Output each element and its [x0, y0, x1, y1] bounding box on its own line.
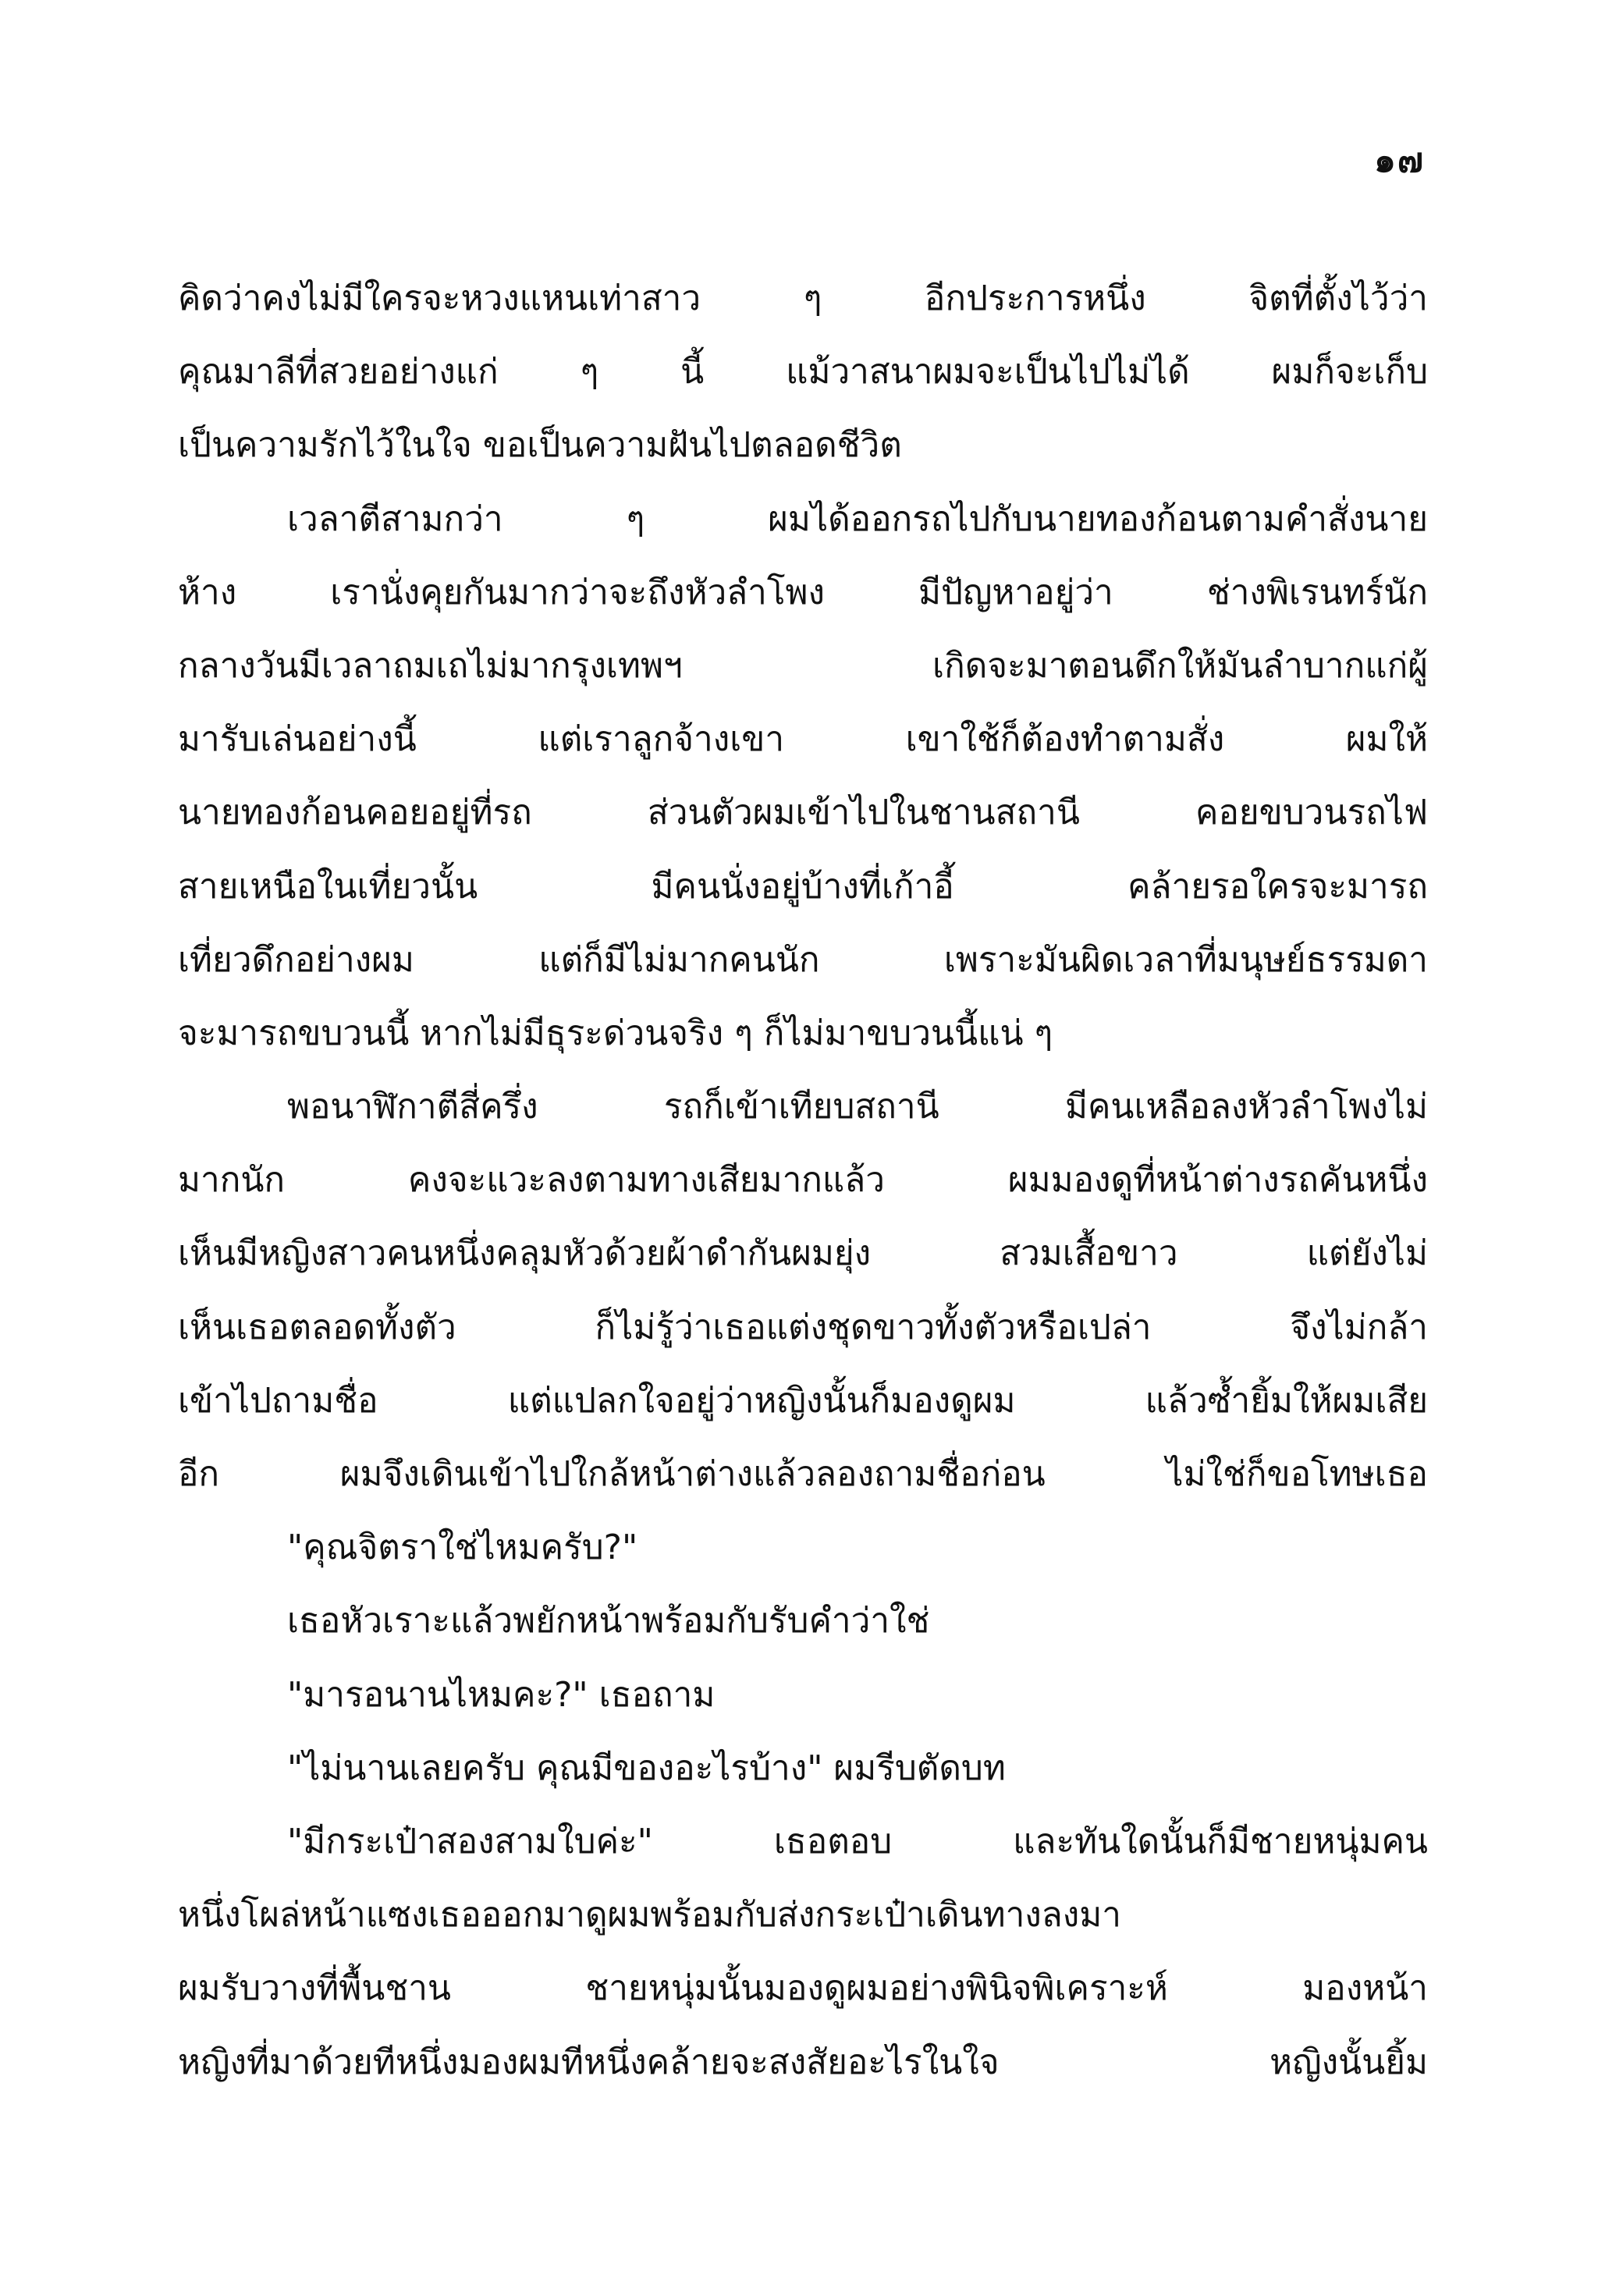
- text-line: "มีกระเป๋าสองสามใบค่ะ" เธอตอบ และทันใดนั้นก็มีชายหนุ่มคน: [287, 1821, 1428, 1861]
- text-line: หนึ่งโผล่หน้าแซงเธอออกมาดูผมพร้อมกับส่งกระเป๋าเดินทางลงมา: [178, 1895, 1121, 1936]
- text-line: กลางวันมีเวลาถมเถไม่มากรุงเทพฯ เกิดจะมาตอนดึกให้มันลำบากแก่ผู้: [178, 645, 1428, 686]
- text-line: จะมารถขบวนนี้ หากไม่มีธุระด่วนจริง ๆ ก็ไม่มาขบวนนี้แน่ ๆ: [178, 1013, 1053, 1053]
- body-text: [178, 262, 1428, 2099]
- text-line: เห็นเธอตลอดทั้งตัว ก็ไม่รู้ว่าเธอแต่งชุดขาวทั้งตัวหรือเปล่า จึงไม่กล้า: [178, 1307, 1428, 1347]
- text-line: ผมรับวางที่พื้นชาน ชายหนุ่มนั้นมองดูผมอย่างพินิจพิเคราะห์ มองหน้า: [178, 1968, 1428, 2009]
- text-line: มารับเล่นอย่างนี้ แต่เราลูกจ้างเขา เขาใช้ก็ต้องทำตามสั่ง ผมให้: [178, 719, 1428, 760]
- text-line: คุณมาลีที่สวยอย่างแก่ ๆ นี้ แม้วาสนาผมจะเป็นไปไม่ได้ ผมก็จะเก็บ: [178, 352, 1428, 392]
- text-line: "ไม่นานเลยครับ คุณมีของอะไรบ้าง" ผมรีบตัดบท: [287, 1748, 1006, 1788]
- text-line: เข้าไปถามชื่อ แต่แปลกใจอยู่ว่าหญิงนั้นก็มองดูผม แล้วซ้ำยิ้มให้ผมเสีย: [178, 1380, 1428, 1421]
- text-line: หญิงที่มาด้วยทีหนึ่งมองผมทีหนึ่งคล้ายจะสงสัยอะไรในใจ หญิงนั้นยิ้ม: [178, 2042, 1428, 2082]
- text-line: อีก ผมจึงเดินเข้าไปใกล้หน้าต่างแล้วลองถามชื่อก่อน ไม่ใช่ก็ขอโทษเธอ: [178, 1454, 1428, 1494]
- text-line: เที่ยวดึกอย่างผม แต่ก็มีไม่มากคนนัก เพราะมันผิดเวลาที่มนุษย์ธรรมดา: [178, 939, 1428, 980]
- text-line: ห้าง เรานั่งคุยกันมากว่าจะถึงหัวลำโพง มีปัญหาอยู่ว่า ช่างพิเรนทร์นัก: [178, 572, 1428, 612]
- text-line: สายเหนือในเที่ยวนั้น มีคนนั่งอยู่บ้างที่เก้าอี้ คล้ายรอใครจะมารถ: [178, 866, 1428, 907]
- text-line: นายทองก้อนคอยอยู่ที่รถ ส่วนตัวผมเข้าไปในชานสถานี คอยขบวนรถไฟ: [178, 793, 1428, 833]
- text-line: เวลาตีสามกว่า ๆ ผมได้ออกรถไปกับนายทองก้อนตามคำสั่งนาย: [287, 499, 1428, 539]
- text-line: คิดว่าคงไม่มีใครจะหวงแหนเท่าสาว ๆ อีกประการหนึ่ง จิตที่ตั้งไว้ว่า: [178, 279, 1428, 318]
- page-number: ๑๗: [1373, 140, 1425, 180]
- text-line: "มารอนานไหมคะ?" เธอถาม: [287, 1674, 716, 1715]
- text-line: มากนัก คงจะแวะลงตามทางเสียมากแล้ว ผมมองดูที่หน้าต่างรถคันหนึ่ง: [178, 1160, 1428, 1201]
- text-line: เธอหัวเราะแล้วพยักหน้าพร้อมกับรับคำว่าใช่: [287, 1601, 930, 1641]
- text-line: เป็นความรักไว้ในใจ ขอเป็นความฝันไปตลอดชีวิต: [178, 425, 902, 466]
- text-line: พอนาฬิกาตีสี่ครึ่ง รถก็เข้าเทียบสถานี มีคนเหลือลงหัวลำโพงไม่: [287, 1087, 1428, 1127]
- text-line: "คุณจิตราใช่ไหมครับ?": [287, 1528, 638, 1568]
- text-line: เห็นมีหญิงสาวคนหนึ่งคลุมหัวด้วยผ้าดำกันผมยุ่ง สวมเสื้อขาว แต่ยังไม่: [178, 1233, 1428, 1274]
